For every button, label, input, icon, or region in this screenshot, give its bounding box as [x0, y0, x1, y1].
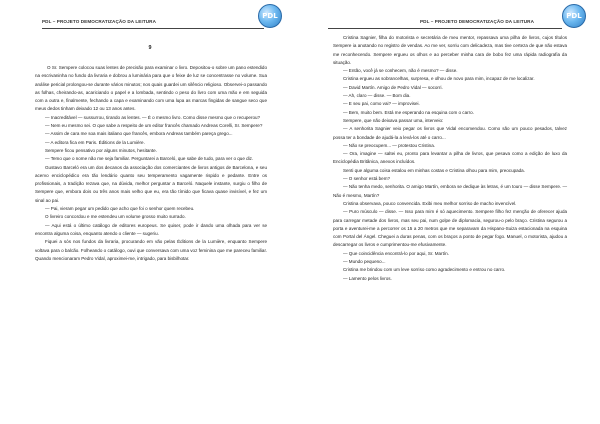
paragraph: — Puro músculo — disse. — Isso para mim é só aquecimento. Sempere filho fez menção de oferecer ajuda para carregar metade dos livros, mas seu pai, num golpe de diplomacia, segurou-o pelo braço. Cristina segurou a porta e aventurei-me a percorrer os 15 a 20 metros que me separavam da Hispano-Suiza estacionada na esquina com Portal del Ángel. Cheguei a duras penas, com os braços a ponto de pegar fogo. Manuel, o motorista, ajudou a descarregar os livros e cumprimentou-me efusivamente.: [333, 209, 567, 248]
paragraph: Gustavo Barceló era um dos decanos da associação dos comerciantes de livros antigos de Barcelona, e seu acervo enciclopédico era tão lendário quanto seu temperamento vagamente rispido e pedante. Entre os profissionais, a tradição rezava que, na dúvida, melhor perguntar a Barceló. Naquele instante, surgiu o filho de Sempere que, embora dois ou três anos mais velho que eu, era tão tímido que ficava quase invisível, e fez um sinal ao pai.: [35, 164, 267, 203]
pdl-logo-icon: [562, 4, 586, 28]
paragraph: — A editora fica em Paris. Éditions de la Lumière.: [45, 139, 145, 145]
paragraph: — Pai, vieram pegar um pedido que acho que foi o senhor quem recebeu.: [45, 206, 195, 212]
logo-text: PDL: [566, 12, 582, 20]
paragraph: — Ah, claro — disse. — Bom dia.: [343, 93, 411, 99]
paragraph: Cristina Sagnier, filha do motorista e secretária de meu mentor, repassava uma pilha de livros, cujos títulos Sempere ia anotando no registro de vendas. Ao me ver, sorriu com delicadeza, mas tive certeza de que não estava me reconhecendo. Sempere ergueu os olhos e ao perceber minha cara de bobo fez uma rápida radiografia da situação.: [333, 35, 567, 65]
paragraph: — A senhorita Sagnier veio pegar os livros que Vidal encomendou. Como são um pouco pesados, talvez possa ter a bondade de ajudá-la a levá-los até o carro...: [333, 126, 567, 140]
paragraph: — Mundo pequeno...: [343, 259, 386, 265]
paragraph: — Lamento pelos livros.: [343, 275, 392, 281]
paragraph: — Aqui está o último catálogo de editores europeus. Se quiser, pode ir dando uma olhada para ver se encontra alguma coisa, enquanto atendo o cliente — sugeriu.: [35, 222, 267, 236]
header-text: PDL – PROJETO DEMOCRATIZAÇÃO DA LEITURA: [420, 19, 534, 24]
paragraph: — Então, você já se conhecem, não é mesmo? — disse.: [343, 68, 458, 74]
paragraph: — Bem, muito bem. Está me esperando na esquina com o carro.: [343, 109, 474, 115]
paragraph: — E seu pai, como vai? — improvisei.: [343, 101, 420, 107]
paragraph: O livreiro concordou e me estendeu um volume grosso muito surrado.: [45, 214, 186, 220]
paragraph: Cristina me brindou com um leve sorriso como agradecimento e entrou no carro.: [343, 267, 506, 273]
paragraph: — Temo que o nome não me seja familiar. Perguntarei a Barceló, que sabe de tudo, para ver o que diz.: [45, 156, 254, 162]
chapter-number: 9: [148, 45, 152, 51]
paragraph: — O senhor está bem?: [343, 176, 391, 182]
pdl-logo-icon: [258, 4, 282, 28]
logo-text: PDL: [262, 12, 278, 20]
paragraph: — David Martín. Amigo de Pedro Vidal — socorri.: [343, 84, 443, 90]
paragraph: — Não se preocupem... — protestou Cristina.: [343, 142, 435, 148]
paragraph: Cristina observava, pouco convencida. Exibi meu melhor sorriso de macho invencível.: [343, 200, 517, 206]
paragraph: Fiquei a sós nos fundos da livraria, procurando em vão pelas Éditions de la Lumière, enquanto Sempere voltava para o balcão. Folheando o catálogo, ouvi que conversava com uma voz feminina que me pareceu familiar. Quando mencionaram Pedro Vidal, aproximei-me, intrigado, para bisbilhotar.: [35, 239, 267, 261]
paragraph: Cristina ergueu as sobrancelhas, surpresa, e olhou de novo para mim, incapaz de me localizar.: [343, 76, 535, 82]
right-page: [300, 0, 600, 424]
paragraph: Sempere, que não deixava passar uma, interveio:: [343, 117, 444, 123]
running-header-left: [0, 8, 300, 28]
paragraph: — Ora, imagine — saltei eu, pronto para levantar a pilha de livros, que pesava como a edição de luxo da Enciclopédia Britânica, anexos incluídos.: [333, 151, 567, 165]
paragraph: — Não tenha medo, senhorita. O amigo Martín, embora se dedique às letras, é um touro — disse Sempere. — Não é mesmo, Martín?: [333, 184, 567, 198]
paragraph: — Que coincidência encontrá-lo por aqui, Sr. Martín.: [343, 250, 449, 256]
paragraph: — Inacreditável — sussurrou, tirando as lentes. — É o mesmo livro. Como disse mesmo que o recuperou?: [45, 114, 261, 120]
header-rule: [328, 28, 562, 29]
paragraph: O Sr. Sempere colocou suas lentes de precisão para examinar o livro. Depositou-o sobre um pano estendido na escrivaninha no fundo da livraria e dobrou a luminária para que o feixe de luz se concentrasse no volume. Sua análise pericial prolongou-se durante vários minutos; nos quais guardei um silêncio religioso. Observei-o passando as folhas, cheirando-as, acariciando o papel e a lombada, sentindo o peso do livro com uma mão e em seguida com a outra e, finalmente, fechando a capa e examinando com uma lupa as marcas fingidas de sangue seco que meus dedos tinham deixado 12 ou 13 anos antes.: [35, 65, 267, 112]
right-body-text: [333, 34, 567, 283]
paragraph: — Nem eu mesmo sei. O que sabe a respeito de um editor francês chamado Andreas Corelli, Sr. Sempere?: [45, 123, 263, 129]
paragraph: — Assim de cara me soa mais italiano que francês, embora Andreas também pareça grego...: [45, 131, 233, 137]
header-text: PDL – PROJETO DEMOCRATIZAÇÃO DA LEITURA: [42, 19, 156, 24]
header-rule: [42, 28, 264, 29]
running-header-right: [300, 8, 600, 28]
paragraph: Senti que alguma coisa estalou em minhas costas e Cristina olhou para mim, preocupada.: [343, 167, 525, 173]
left-body-text: [35, 64, 267, 263]
paragraph: Sempere ficou pensativo por alguns minutos, hesitante.: [45, 147, 157, 153]
